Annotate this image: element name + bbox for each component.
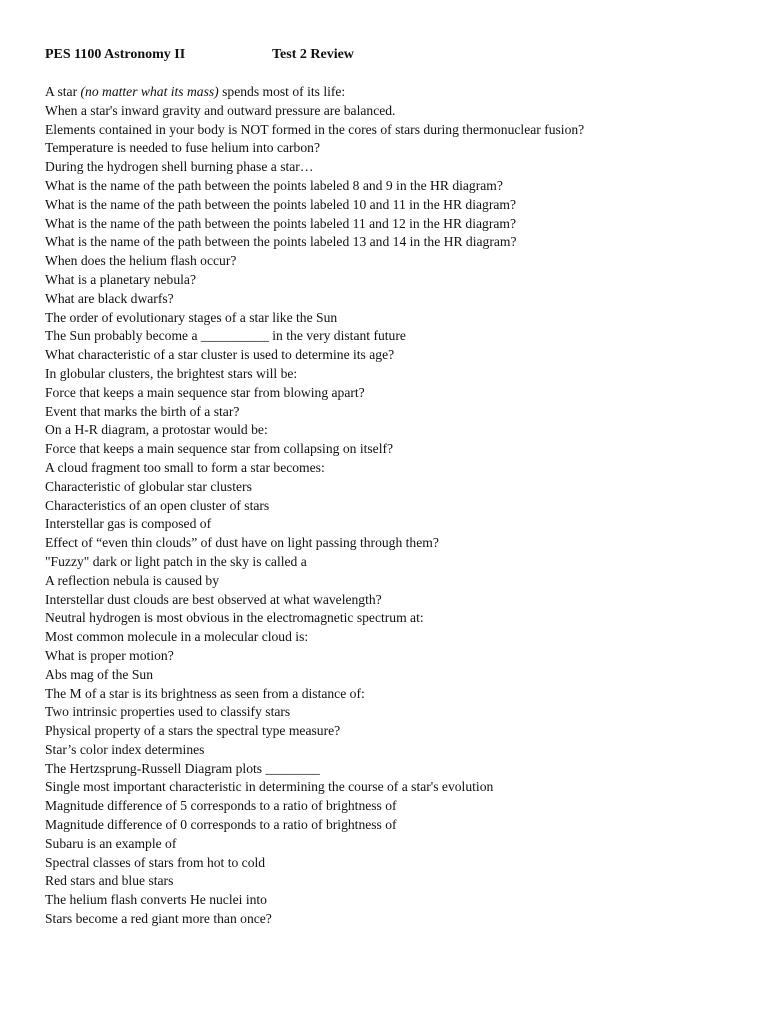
question-line: Interstellar dust clouds are best observed at what wavelength? [45,591,382,607]
question-line: Neutral hydrogen is most obvious in the electromagnetic spectrum at: [45,610,424,626]
question-line: Stars become a red giant more than once? [45,911,272,927]
question-text-italic: (no matter what its mass) [80,84,219,99]
question-line: Red stars and blue stars [45,873,174,889]
question-line: The Hertzsprung-Russell Diagram plots ________ [45,760,320,776]
question-line: What are black dwarfs? [45,290,174,306]
question-line: What is a planetary nebula? [45,271,196,287]
course-name: PES 1100 Astronomy II [45,47,186,62]
question-line: What is the name of the path between the points labeled 8 and 9 in the HR diagram? [45,177,503,193]
question-line: What is the name of the path between the points labeled 13 and 14 in the HR diagram? [45,234,517,250]
question-line: "Fuzzy" dark or light patch in the sky is called a [45,553,307,569]
question-line: A reflection nebula is caused by [45,572,220,588]
question-line: Event that marks the birth of a star? [45,403,240,419]
question-list [45,83,745,929]
question-line: Single most important characteristic in determining the course of a star's evolution [45,779,494,795]
question-line: Temperature is needed to fuse helium into carbon? [45,140,320,156]
question-line: During the hydrogen shell burning phase a star… [45,159,314,175]
question-line: Star’s color index determines [45,741,205,757]
question-line: A cloud fragment too small to form a star becomes: [45,459,325,475]
question-line: The M of a star is its brightness as seen from a distance of: [45,685,365,701]
document-header [45,46,725,66]
question-line: Physical property of a stars the spectral type measure? [45,723,341,739]
question-line: Force that keeps a main sequence star from blowing apart? [45,384,365,400]
question-line: Interstellar gas is composed of [45,516,212,532]
question-line: On a H-R diagram, a protostar would be: [45,422,268,438]
question-line: Subaru is an example of [45,835,177,851]
question-line: What is the name of the path between the points labeled 11 and 12 in the HR diagram? [45,215,516,231]
question-line: Spectral classes of stars from hot to cold [45,854,266,870]
question-text-before: A star [45,84,81,99]
question-line: The helium flash converts He nuclei into [45,892,267,908]
question-line: Two intrinsic properties used to classify stars [45,704,291,720]
question-line: Characteristic of globular star clusters [45,478,252,494]
question-line: Abs mag of the Sun [45,666,153,682]
question-text-after: spends most of its life: [218,84,346,99]
question-line: Force that keeps a main sequence star from collapsing on itself? [45,441,394,457]
question-line: The order of evolutionary stages of a star like the Sun [45,309,338,325]
question-line: Magnitude difference of 5 corresponds to a ratio of brightness of [45,798,397,814]
question-line: The Sun probably become a __________ in the very distant future [45,328,406,344]
question-line: Most common molecule in a molecular cloud is: [45,629,309,645]
question-line: When a star's inward gravity and outward pressure are balanced. [45,102,396,118]
question-line [45,83,745,102]
question-line: What is the name of the path between the points labeled 10 and 11 in the HR diagram? [45,196,516,212]
question-line: In globular clusters, the brightest stars will be: [45,365,298,381]
question-line: When does the helium flash occur? [45,253,237,269]
question-line: What characteristic of a star cluster is used to determine its age? [45,347,395,363]
document-title: Test 2 Review [272,47,354,62]
question-line: Effect of “even thin clouds” of dust have on light passing through them? [45,535,439,551]
question-line: Elements contained in your body is NOT formed in the cores of stars during thermonuclear fusion? [45,121,585,137]
question-line: Magnitude difference of 0 corresponds to a ratio of brightness of [45,817,397,833]
question-line: Characteristics of an open cluster of stars [45,497,270,513]
question-line: What is proper motion? [45,647,174,663]
